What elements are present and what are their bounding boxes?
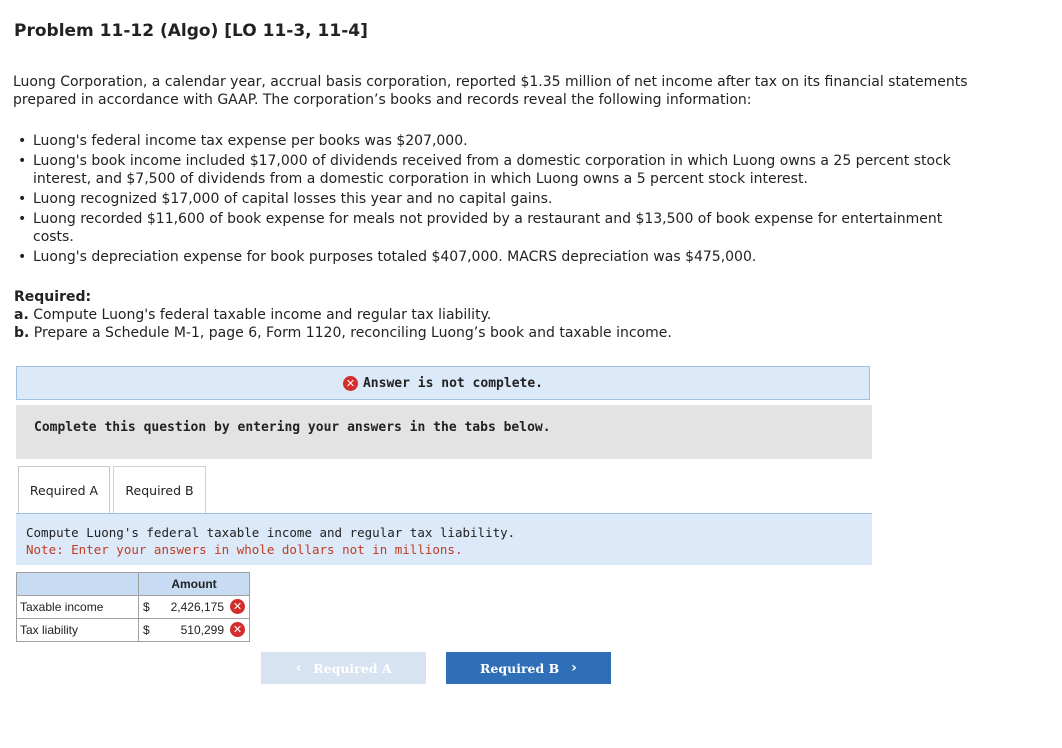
required-text: Compute Luong's federal taxable income and regular tax liability.: [33, 307, 492, 323]
bullet-icon: •: [18, 153, 27, 169]
bullet-icon: •: [18, 133, 27, 149]
list-item: [14, 248, 964, 266]
problem-title: Problem 11-12 (Algo) [LO 11-3, 11-4]: [14, 21, 368, 41]
problem-intro: Luong Corporation, a calendar year, accrual basis corporation, reported $1.35 million of net income after tax on its financial statements prepared in accordance with GAAP. The corporation’s books and records reveal the following information:: [13, 74, 968, 108]
tab-panel: [16, 513, 872, 565]
bullet-icon: •: [18, 191, 27, 207]
currency-symbol: $: [143, 623, 150, 637]
required-letter: b.: [14, 325, 30, 341]
facts-list: [14, 132, 964, 268]
bullet-icon: •: [18, 249, 27, 265]
table-row: [17, 596, 250, 619]
tax-liability-input[interactable]: [139, 619, 250, 642]
required-item-a: [14, 306, 914, 324]
tab-required-b[interactable]: Required B: [113, 466, 206, 514]
required-text: Prepare a Schedule M-1, page 6, Form 1120, reconciling Luong’s book and taxable income.: [33, 325, 672, 341]
x-circle-icon: ✕: [230, 599, 245, 614]
answer-status-banner: [16, 366, 870, 400]
required-letter: a.: [14, 307, 29, 323]
amount-value: 2,426,175: [170, 600, 224, 614]
prev-required-a-button[interactable]: [261, 652, 426, 684]
list-item: [14, 132, 964, 150]
answer-status-text: Answer is not complete.: [362, 375, 543, 391]
bullet-icon: •: [18, 211, 27, 227]
table-header-amount: Amount: [139, 573, 250, 596]
answer-table: [16, 572, 250, 642]
fact-text: Luong's federal income tax expense per books was $207,000.: [33, 133, 468, 149]
table-header-blank: [17, 573, 139, 596]
list-item: [14, 190, 964, 208]
fact-text: Luong's book income included $17,000 of dividends received from a domestic corporation in which Luong owns a 25 percent stock interest, and $7,500 of dividends from a domestic corporation in which Luong owns a 5 percent stock interest.: [33, 153, 951, 187]
next-button-label: Required B: [480, 660, 560, 676]
fact-text: Luong's depreciation expense for book purposes totaled $407,000. MACRS depreciation was $475,000.: [33, 249, 757, 265]
next-required-b-button[interactable]: [446, 652, 611, 684]
instructions-box: [16, 405, 872, 459]
row-label: Taxable income: [17, 596, 139, 619]
required-section: [14, 288, 914, 342]
list-item: [14, 152, 964, 188]
panel-note: Note: Enter your answers in whole dollars not in millions.: [26, 542, 463, 557]
chevron-left-icon: ‹: [295, 660, 302, 676]
x-circle-icon: ✕: [230, 622, 245, 637]
list-item: [14, 210, 964, 246]
fact-text: Luong recorded $11,600 of book expense for meals not provided by a restaurant and $13,500 of book expense for entertainment costs.: [33, 211, 943, 245]
table-header-row: [17, 573, 250, 596]
required-heading: Required:: [14, 289, 92, 305]
row-label: Tax liability: [17, 619, 139, 642]
prev-button-label: Required A: [313, 660, 392, 676]
panel-instruction: Compute Luong's federal taxable income and regular tax liability.: [26, 525, 516, 540]
table-row: [17, 619, 250, 642]
instructions-text: Complete this question by entering your answers in the tabs below.: [34, 420, 551, 435]
amount-value: 510,299: [180, 623, 224, 637]
currency-symbol: $: [143, 600, 150, 614]
required-item-b: [14, 324, 914, 342]
x-circle-icon: ✕: [343, 376, 358, 391]
tab-required-a[interactable]: Required A: [18, 466, 110, 514]
chevron-right-icon: ›: [571, 660, 577, 676]
fact-text: Luong recognized $17,000 of capital losses this year and no capital gains.: [33, 191, 553, 207]
taxable-income-input[interactable]: [139, 596, 250, 619]
